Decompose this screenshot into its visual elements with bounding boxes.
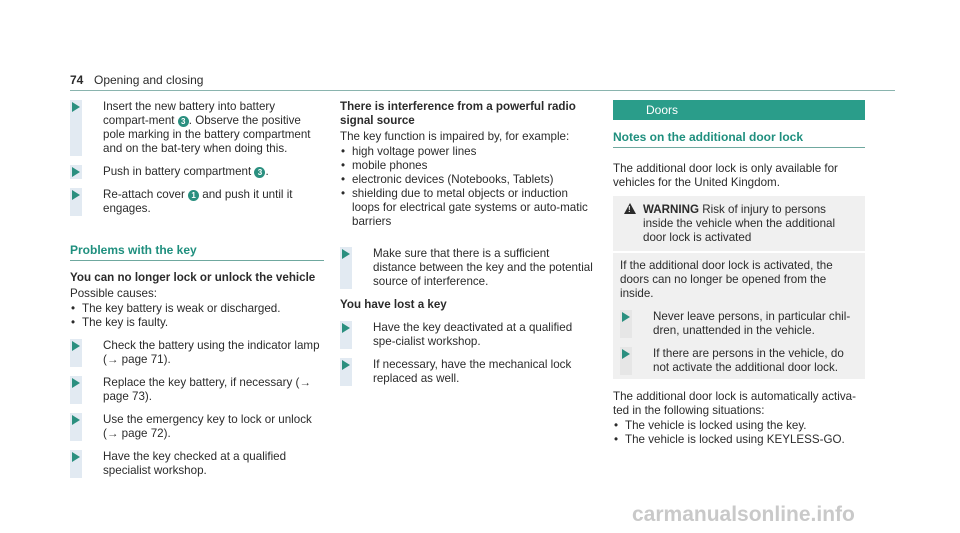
watermark: carmanualsonline.info	[632, 503, 855, 526]
list-item: • mobile phones	[340, 159, 594, 173]
step-distance: Make sure that there is a sufficient distance between the key and the potential source of interference.	[340, 247, 594, 289]
list-item: • The vehicle is locked using KEYLESS-GO.	[613, 433, 865, 447]
list-item: • shielding due to metal objects or induction loops for electrical gate systems or auto-matic barriers	[340, 187, 594, 229]
problems-heading: Problems with the key	[70, 243, 324, 261]
list-item: • The key is faulty.	[70, 316, 324, 330]
page-header	[70, 73, 895, 91]
warning-step-never-leave: Never leave persons, in particular chil-dren, unattended in the vehicle.	[620, 310, 859, 338]
step-replace-battery: Replace the key battery, if necessary (→ page 73).	[70, 376, 324, 404]
auto-activation-list	[613, 419, 865, 447]
door-lock-intro: The additional door lock is only available for vehicles for the United Kingdom.	[613, 162, 838, 189]
step-arrow-icon	[72, 415, 80, 425]
callout-badge: 1	[188, 190, 199, 201]
section-title: Opening and closing	[94, 73, 204, 87]
step-arrow-icon	[622, 312, 630, 322]
step-insert-battery: Insert the new battery into battery compart-ment 3 . Observe the positive pole marking in the battery compartment and on the bat-tery when doing this.	[70, 100, 324, 156]
step-emergency-key: Use the emergency key to lock or unlock (→ page 72).	[70, 413, 324, 441]
column-left	[70, 100, 324, 487]
lost-key-heading: You have lost a key	[340, 298, 447, 311]
callout-badge: 3	[254, 167, 265, 178]
interference-list	[340, 145, 594, 229]
step-arrow-icon	[72, 190, 80, 200]
list-item: • The vehicle is locked using the key.	[613, 419, 865, 433]
step-arrow-icon	[342, 249, 350, 259]
list-item: • electronic devices (Notebooks, Tablets)	[340, 173, 594, 187]
step-arrow-icon	[622, 349, 630, 359]
warning-body	[613, 253, 865, 379]
column-middle	[340, 100, 594, 395]
causes-intro: Possible causes:	[70, 287, 157, 300]
doors-section-band: Doors	[613, 100, 865, 120]
step-arrow-icon	[72, 167, 80, 177]
step-push-in: Push in battery compartment 3 .	[70, 165, 324, 179]
notes-heading: Notes on the additional door lock	[613, 130, 865, 148]
page-number: 74	[70, 73, 84, 87]
warning-step-do-not-activate: If there are persons in the vehicle, do not activate the additional door lock.	[620, 347, 859, 375]
step-arrow-icon	[72, 341, 80, 351]
warning-label: WARNING	[643, 203, 700, 216]
list-item: • high voltage power lines	[340, 145, 594, 159]
no-longer-heading: You can no longer lock or unlock the vehicle	[70, 271, 316, 284]
warning-box	[613, 196, 865, 379]
step-arrow-icon	[72, 452, 80, 462]
warning-body-text: If the additional door lock is activated, the doors can no longer be opened from the inside.	[620, 259, 833, 300]
step-arrow-icon	[342, 360, 350, 370]
warning-header: ! WARNING Risk of injury to persons inside the vehicle when the additional door lock is activated	[613, 196, 865, 253]
callout-badge: 3	[178, 116, 189, 127]
step-arrow-icon	[342, 323, 350, 333]
step-check-key: Have the key checked at a qualified specialist workshop.	[70, 450, 324, 478]
step-arrow-icon	[72, 378, 80, 388]
interference-heading: There is interference from a powerful radio signal source	[340, 100, 576, 127]
causes-list	[70, 302, 324, 330]
step-deactivate-key: Have the key deactivated at a qualified spe-cialist workshop.	[340, 321, 594, 349]
list-item: • The key battery is weak or discharged.	[70, 302, 324, 316]
auto-activation-text: The additional door lock is automatically activa-ted in the following situations:	[613, 390, 856, 417]
step-arrow-icon	[72, 102, 80, 112]
step-check-battery: Check the battery using the indicator lamp (→ page 71).	[70, 339, 324, 367]
interference-intro: The key function is impaired by, for example:	[340, 130, 570, 143]
step-reattach-cover: Re-attach cover 1 and push it until it engages.	[70, 188, 324, 216]
column-right	[613, 100, 865, 456]
warning-text: Risk of injury to persons inside the vehicle when the additional door lock is activated	[643, 203, 836, 244]
step-replace-lock: If necessary, have the mechanical lock replaced as well.	[340, 358, 594, 386]
